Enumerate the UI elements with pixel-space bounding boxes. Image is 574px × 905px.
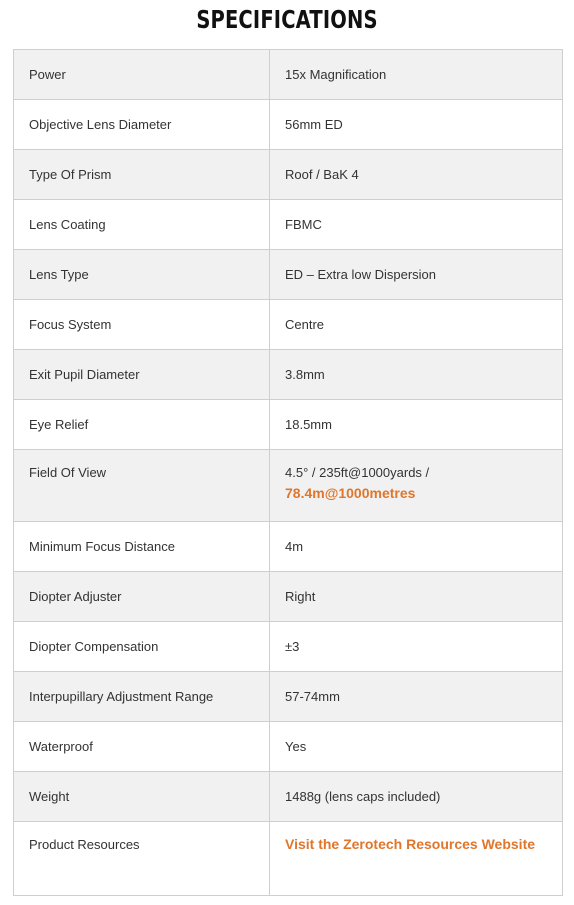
spec-label: Interpupillary Adjustment Range — [14, 672, 270, 722]
table-row — [14, 250, 563, 300]
table-row — [14, 50, 563, 100]
table-row — [14, 100, 563, 150]
spec-value: 18.5mm — [270, 400, 563, 450]
table-row — [14, 822, 563, 896]
spec-label: Eye Relief — [14, 400, 270, 450]
spec-label: Focus System — [14, 300, 270, 350]
page-title: SPECIFICATIONS — [196, 5, 378, 34]
spec-label: Diopter Compensation — [14, 622, 270, 672]
spec-label: Type Of Prism — [14, 150, 270, 200]
spec-value: ±3 — [270, 622, 563, 672]
zerotech-resources-link[interactable]: Visit the Zerotech Resources Website — [285, 836, 536, 852]
table-row — [14, 772, 563, 822]
spec-label: Exit Pupil Diameter — [14, 350, 270, 400]
spec-value — [270, 450, 563, 522]
spec-value: 1488g (lens caps included) — [270, 772, 563, 822]
spec-value: Right — [270, 572, 563, 622]
spec-label: Product Resources — [14, 822, 270, 896]
spec-value: 4m — [270, 522, 563, 572]
field-of-view-metric: 78.4m@1000metres — [285, 485, 416, 501]
spec-value: ED – Extra low Dispersion — [270, 250, 563, 300]
spec-label: Diopter Adjuster — [14, 572, 270, 622]
table-row — [14, 622, 563, 672]
spec-label: Waterproof — [14, 722, 270, 772]
spec-value — [270, 822, 563, 896]
table-row — [14, 400, 563, 450]
table-row — [14, 200, 563, 250]
table-row — [14, 350, 563, 400]
field-of-view-value: 4.5° / 235ft@1000yards / — [285, 465, 430, 480]
spec-value: 56mm ED — [270, 100, 563, 150]
specifications-table — [13, 49, 563, 896]
table-row — [14, 150, 563, 200]
spec-label: Lens Type — [14, 250, 270, 300]
spec-label: Minimum Focus Distance — [14, 522, 270, 572]
spec-label: Power — [14, 50, 270, 100]
table-row — [14, 300, 563, 350]
spec-label: Objective Lens Diameter — [14, 100, 270, 150]
table-row — [14, 672, 563, 722]
spec-value: Yes — [270, 722, 563, 772]
spec-label: Field Of View — [14, 450, 270, 522]
table-row — [14, 522, 563, 572]
spec-value: Roof / BaK 4 — [270, 150, 563, 200]
table-row — [14, 450, 563, 522]
spec-value: FBMC — [270, 200, 563, 250]
table-row — [14, 722, 563, 772]
spec-label: Lens Coating — [14, 200, 270, 250]
spec-value: 15x Magnification — [270, 50, 563, 100]
spec-label: Weight — [14, 772, 270, 822]
spec-value: 57-74mm — [270, 672, 563, 722]
spec-value: 3.8mm — [270, 350, 563, 400]
spec-value: Centre — [270, 300, 563, 350]
table-row — [14, 572, 563, 622]
